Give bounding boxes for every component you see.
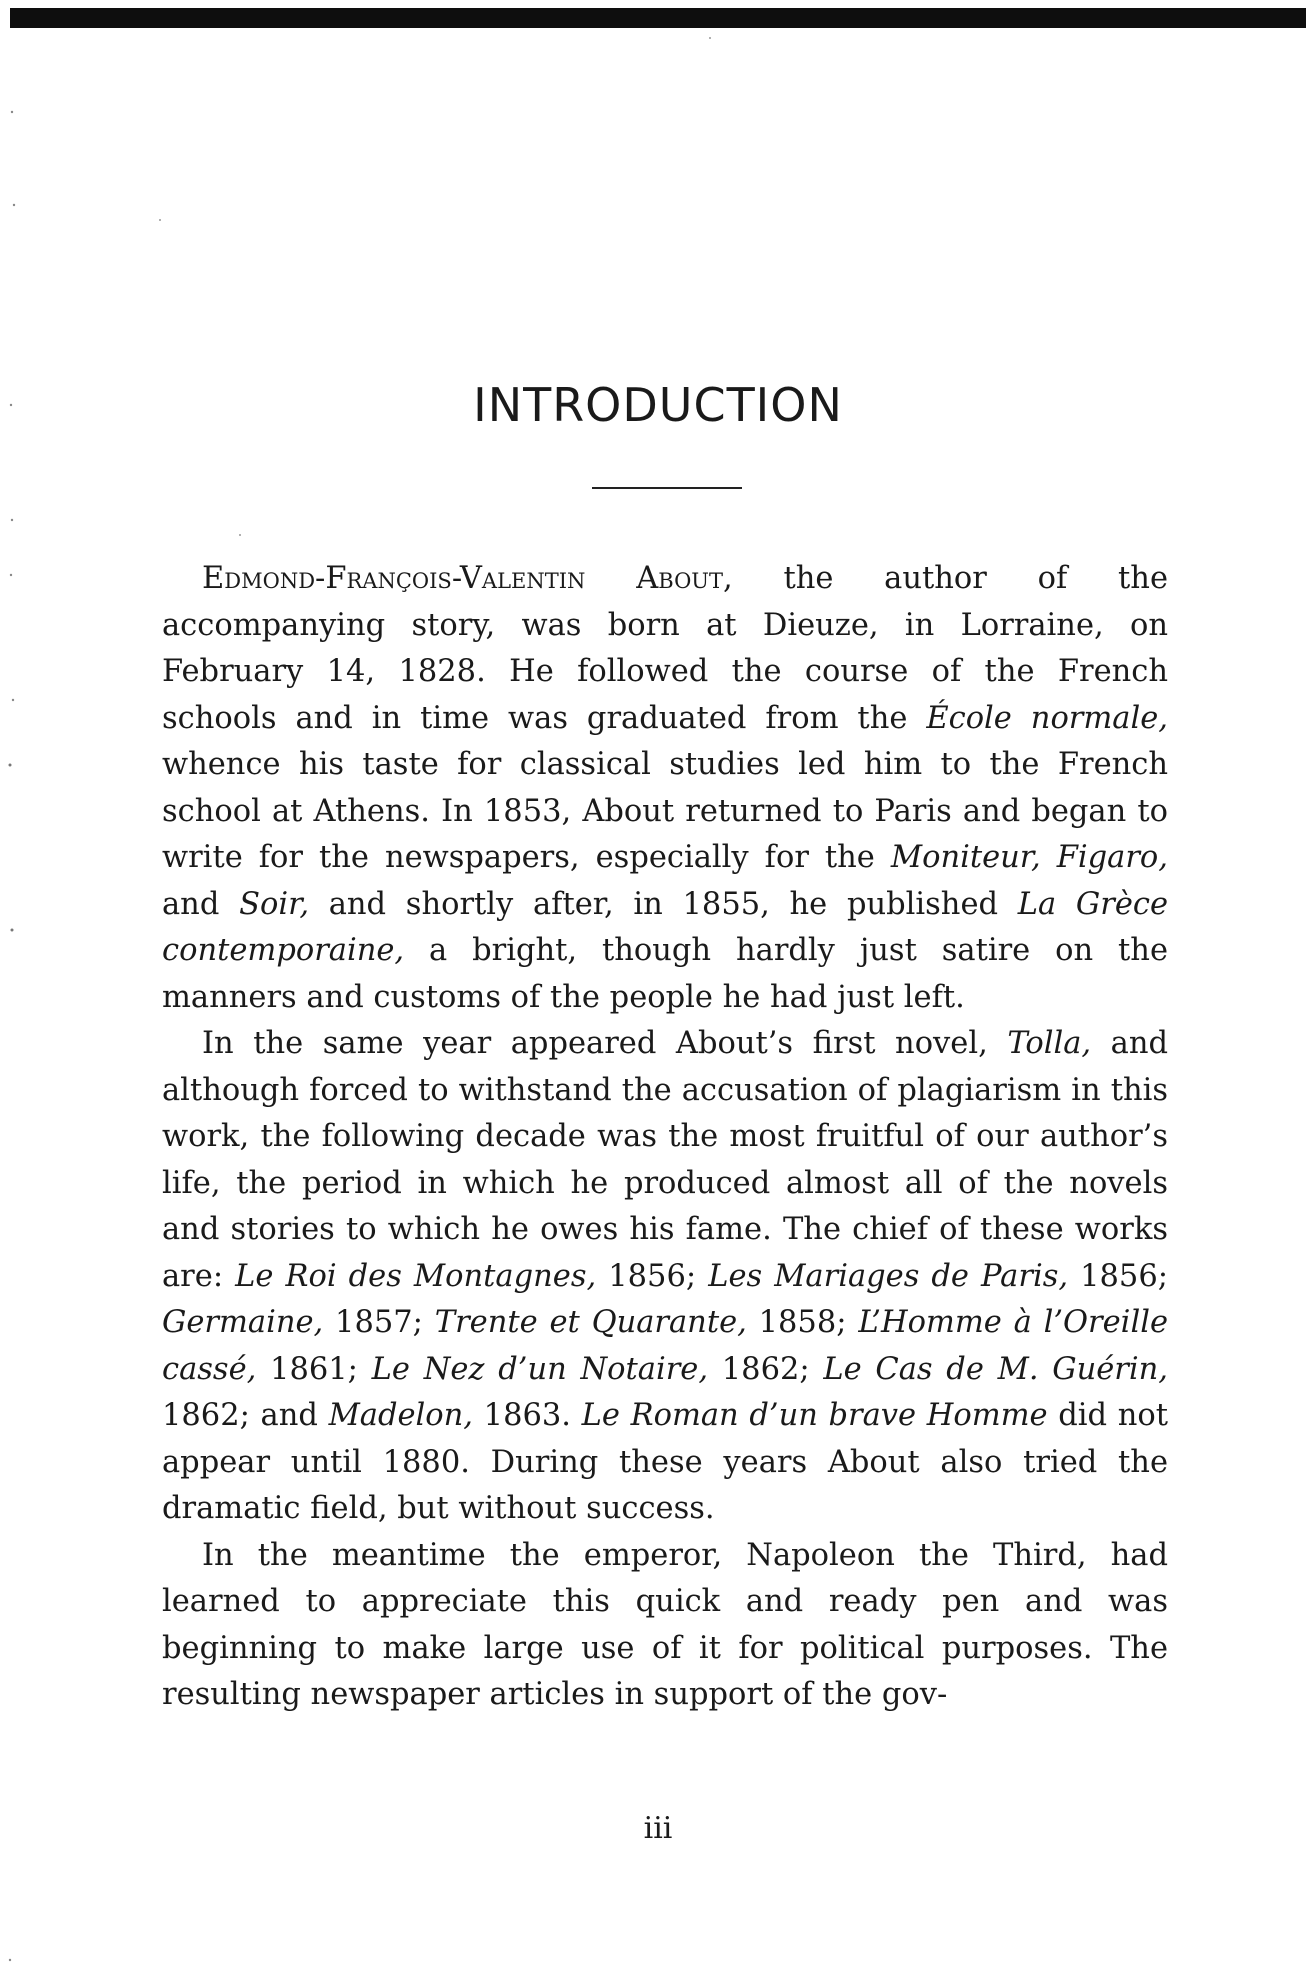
italic-title: Soir, xyxy=(239,886,310,922)
text-run: , the author of the accompanying story, was born at Dieuze, in Lorraine, on February 14, 1828. He followed the course of the French schools and in time was graduated from the xyxy=(162,561,1168,736)
text-run: whence his taste for classical studies led him to the French school at Athens. In 1853, About returned to Paris and began to write for the newspapers, especially for the xyxy=(162,747,1168,875)
text-run: In the same year appeared About’s first novel, xyxy=(202,1026,1008,1061)
italic-title: Le Roman d’un brave Homme xyxy=(581,1398,1048,1433)
body-text xyxy=(162,556,1168,1719)
small-caps-name: Edmond-François-Valentin xyxy=(202,561,586,596)
text-run: 1858; xyxy=(746,1305,859,1340)
text-run: 1856; xyxy=(596,1258,709,1294)
chapter-title: INTRODUCTION xyxy=(473,378,843,432)
italic-title: Trente et Quarante, xyxy=(434,1305,747,1340)
italic-title: Le Nez d’un Notaire, xyxy=(371,1351,709,1387)
text-run: and although forced to withstand the accusation of plagiarism in this work, the following decade was the most fruitful of our author’s life, the period in which he produced almost all of the novels and stories to which he owes his fame. The chief of these works are: xyxy=(162,1026,1169,1294)
text-run: did not appear until 1880. During these years About also tried the dramatic field, but without success. xyxy=(162,1398,1168,1526)
italic-title: Le Roi des Montagnes, xyxy=(235,1258,597,1294)
page-number: iii xyxy=(643,1811,673,1846)
text-run: a bright, though hardly just satire on the manners and customs of the people he had just left. xyxy=(162,933,1168,1015)
text-run: 1863. xyxy=(473,1398,582,1433)
text-run: and shortly after, in 1855, he published xyxy=(309,886,1018,922)
text-run: 1862; xyxy=(708,1351,824,1387)
paragraph xyxy=(162,556,1168,1021)
text-run: 1861; xyxy=(256,1351,372,1387)
title-divider xyxy=(592,487,742,489)
text-run: 1857; xyxy=(323,1305,435,1340)
text-run: and xyxy=(162,886,240,922)
italic-title: Madelon, xyxy=(328,1398,474,1433)
text-run: In the meantime the emperor, Napoleon the Third, had learned to appreciate this quick and ready pen and was beginning to make large use of it for political purposes. The resulting newspaper articles in support of the gov- xyxy=(162,1537,1168,1712)
paragraph xyxy=(162,1533,1168,1719)
italic-title: Tolla, xyxy=(1007,1026,1092,1061)
italic-title: Le Cas de M. Guérin, xyxy=(823,1351,1168,1387)
small-caps-name: About xyxy=(636,561,723,596)
italic-title: Germaine, xyxy=(162,1305,324,1340)
paragraph xyxy=(162,1021,1168,1533)
italic-title: La Grèce contemporaine, xyxy=(162,886,1169,968)
text-run: 1856; xyxy=(1068,1258,1169,1294)
italic-title: L’Homme à l’Oreille cassé, xyxy=(162,1305,1168,1387)
italic-title: Moniteur, Figaro, xyxy=(890,840,1168,875)
text-run xyxy=(585,561,636,596)
text-run: 1862; and xyxy=(162,1398,329,1433)
italic-title: Les Mariages de Paris, xyxy=(708,1258,1069,1294)
italic-title: École normale, xyxy=(926,700,1168,736)
